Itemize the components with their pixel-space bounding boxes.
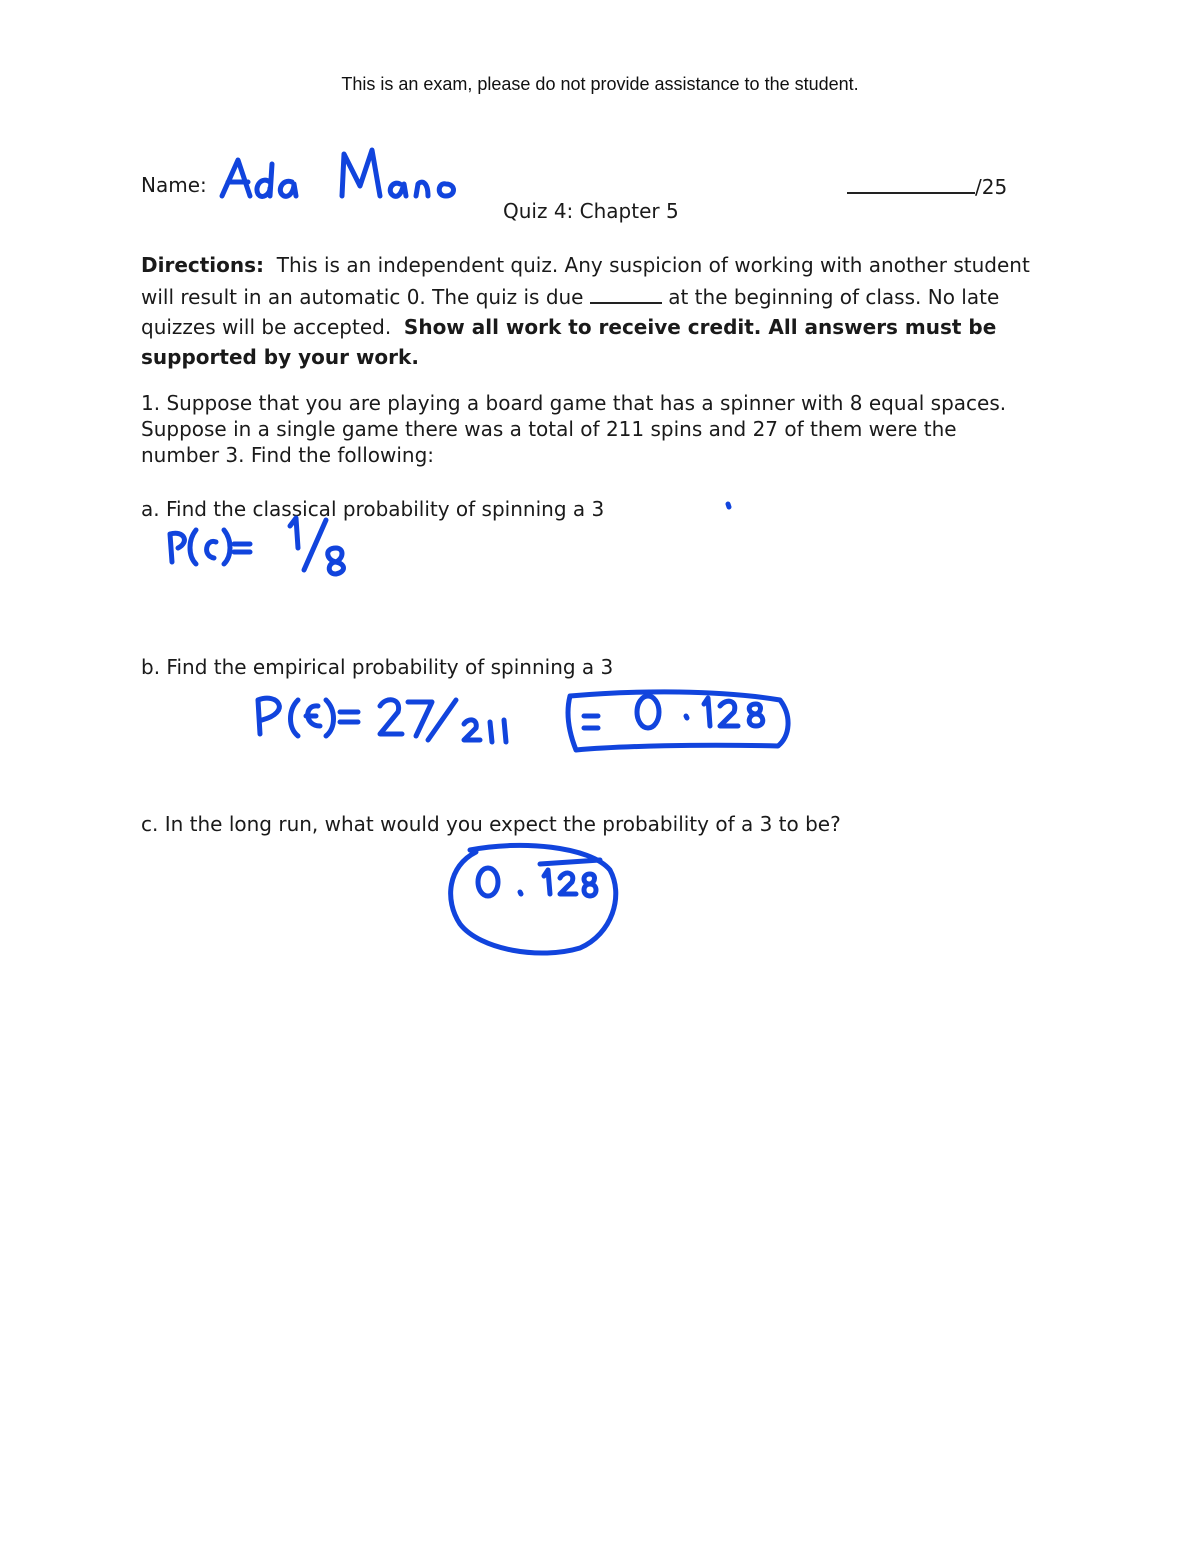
handwritten-signature [222, 150, 454, 196]
handwritten-answer-b [258, 698, 506, 742]
question-part-c: c. In the long run, what would you expect the probability of a 3 to be? [141, 812, 841, 836]
directions-text-1: This is an independent quiz. Any suspicion of working with another student will result in an automatic 0. The quiz is due [141, 253, 1030, 309]
quiz-title: Quiz 4: Chapter 5 [503, 199, 679, 223]
handwritten-answer-a [170, 504, 729, 574]
question-1: 1. Suppose that you are playing a board game that has a spinner with 8 equal spaces. Suppose in a single game there was a total of 211 spins and 27 of them were the number 3. Find the following: [141, 391, 1007, 467]
handwritten-answer-b-result [568, 692, 788, 750]
score-total: /25 [975, 175, 1008, 199]
directions-emphasis: Show all work to receive credit. All answers must be supported by your work. [141, 315, 997, 369]
name-label: Name: [141, 173, 207, 197]
question-part-b: b. Find the empirical probability of spinning a 3 [141, 655, 614, 679]
exam-notice: This is an exam, please do not provide assistance to the student. [341, 74, 859, 94]
handwritten-answer-c [451, 845, 616, 953]
directions-text-2: at the beginning of class. No late quizzes will be accepted. [141, 285, 1000, 339]
directions-label: Directions: [141, 253, 265, 277]
question-part-a: a. Find the classical probability of spinning a 3 [141, 497, 605, 521]
